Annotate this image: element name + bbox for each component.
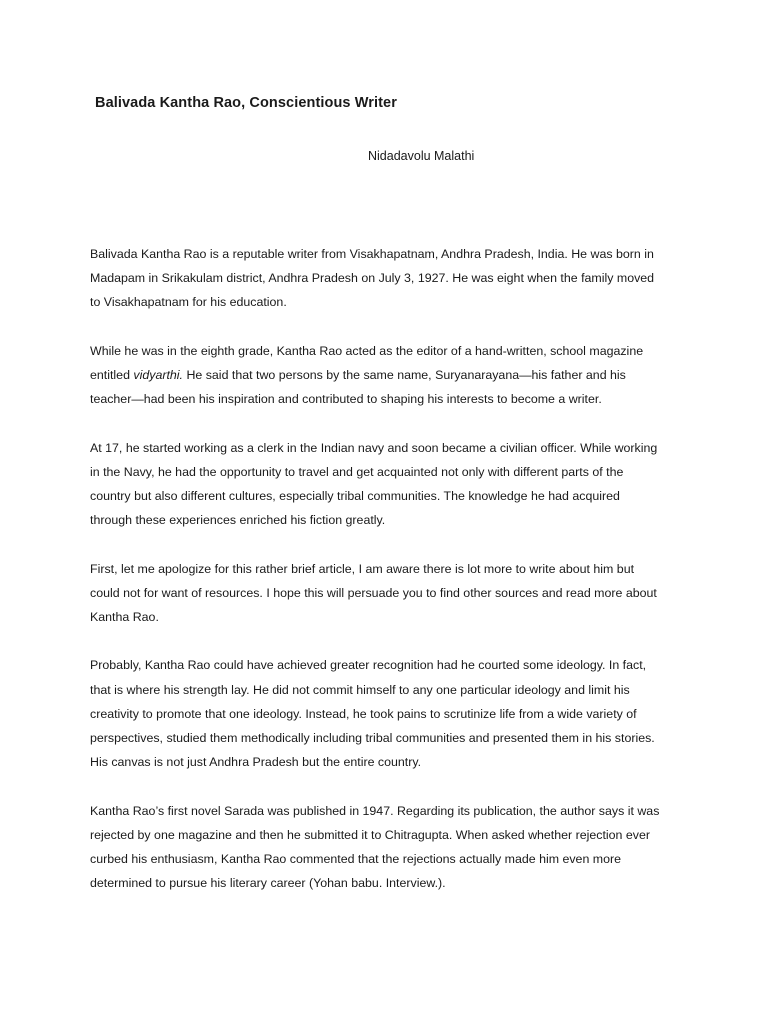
paragraph-navy: At 17, he started working as a clerk in the Indian navy and soon became a civilian officer. While working in the Navy, he had the opportunity to travel and get acquainted not only with different parts of the country but also different cultures, especially tribal communities. The knowledge he had acquired through these experiences enriched his fiction greatly. — [90, 440, 658, 528]
article-title: Balivada Kantha Rao, Conscientious Writer — [95, 95, 397, 111]
paragraph-school-magazine — [90, 339, 662, 412]
paragraph-text: He said that two persons by the same name, Suryanarayana—his father and his teacher—had been his inspiration and contributed to shaping his interests to become a writer. — [90, 368, 626, 407]
author-name: Nidadavolu Malathi — [368, 149, 475, 163]
paragraph-apology: First, let me apologize for this rather brief article, I am aware there is lot more to write about him but could not for want of resources. I hope this will persuade you to find other sources and read more about Kantha Rao. — [90, 561, 657, 624]
article-body — [90, 242, 662, 920]
paragraph-ideology: Probably, Kantha Rao could have achieved greater recognition had he courted some ideology. In fact, that is where his strength lay. He did not commit himself to any one particular ideology and limit his creativity to promote that one ideology. Instead, he took pains to scrutinize life from a wide variety of perspectives, studied them methodically including tribal communities and presented them in his stories. His canvas is not just Andhra Pradesh but the entire country. — [90, 658, 655, 770]
paragraph-birth: Balivada Kantha Rao is a reputable writer from Visakhapatnam, Andhra Pradesh, India. He was born in Madapam in Srikakulam district, Andhra Pradesh on July 3, 1927. He was eight when the family moved to Visakhapatnam for his education. — [90, 247, 655, 310]
paragraph-text: While he was in the eighth grade, Kantha Rao acted as the editor of a hand-written, school magazine entitled — [90, 343, 644, 382]
magazine-title: vidyarthi. — [133, 368, 183, 382]
paragraph-first-novel: Kantha Rao’s first novel Sarada was published in 1947. Regarding its publication, the author says it was rejected by one magazine and then he submitted it to Chitragupta. When asked whether rejection ever curbed his enthusiasm, Kantha Rao commented that the rejections actually made him even more determined to pursue his literary career (Yohan babu. Interview.). — [90, 803, 660, 891]
